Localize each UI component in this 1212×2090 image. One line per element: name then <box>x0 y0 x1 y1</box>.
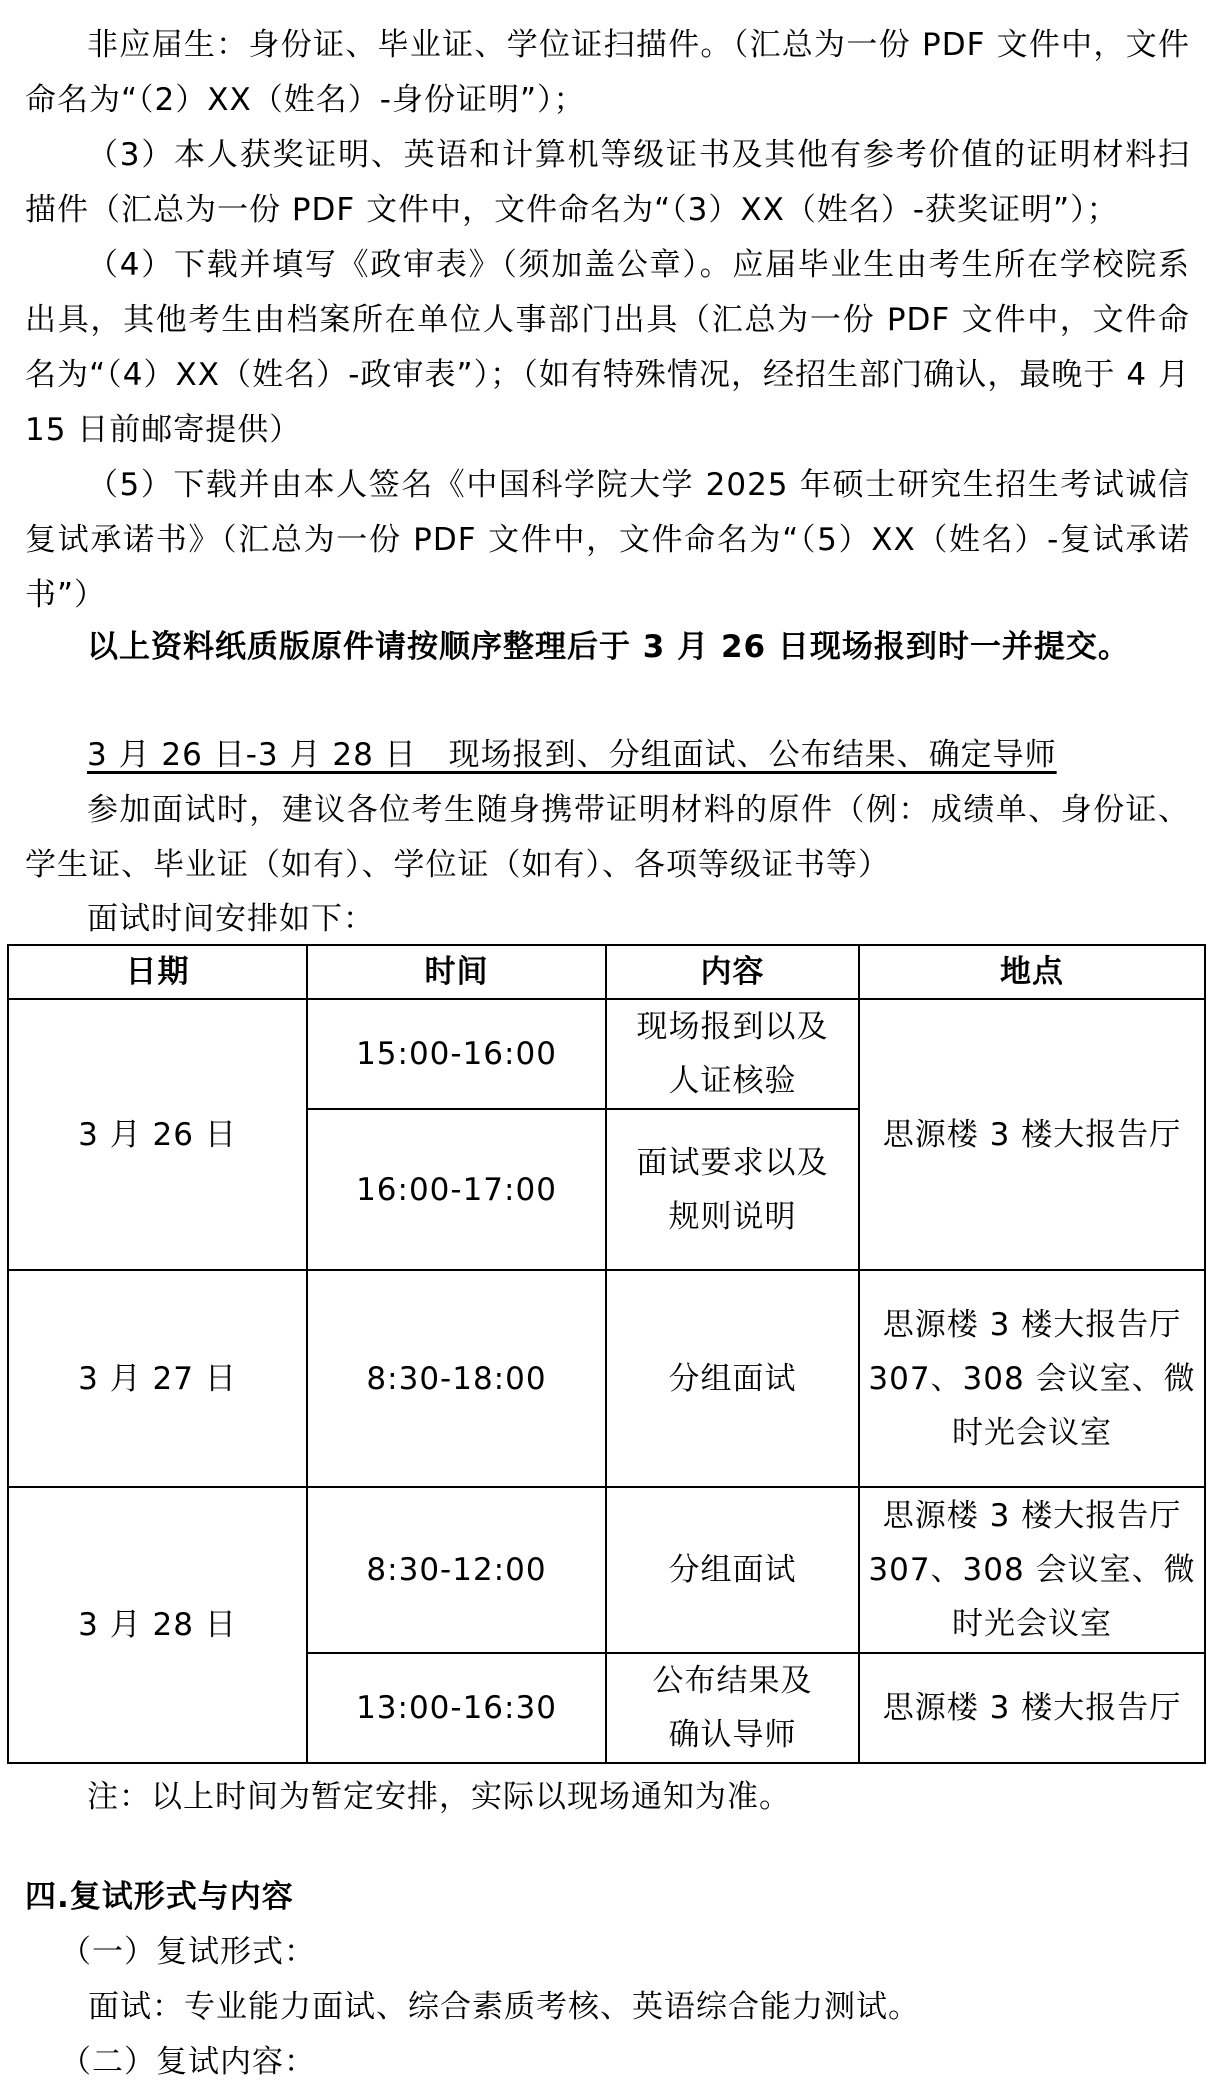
table-row <box>8 1487 1205 1653</box>
subsection-2-heading: （二）复试内容： <box>60 2044 316 2080</box>
cell-place: 思源楼 3 楼大报告厅 <box>859 1653 1205 1763</box>
cell-content <box>606 999 859 1109</box>
header-content: 内容 <box>606 945 859 999</box>
cell-place <box>859 1487 1205 1653</box>
subsection-1-body: 面试：专业能力面试、综合素质考核、英语综合能力测试。 <box>88 1989 920 2025</box>
paragraph-nonfresh-graduate: 非应届生：身份证、毕业证、学位证扫描件。（汇总为一份 PDF 文件中，文件命名为“（2）XX（姓名）-身份证明”）； <box>25 27 1190 118</box>
cell-place-line: 307、308 会议室、微 <box>868 1552 1196 1588</box>
cell-place-line: 时光会议室 <box>952 1606 1112 1642</box>
cell-content: 分组面试 <box>606 1487 859 1653</box>
cell-date: 3 月 26 日 <box>8 999 307 1270</box>
cell-place-line: 时光会议室 <box>952 1414 1112 1451</box>
cell-time: 13:00-16:30 <box>307 1653 606 1763</box>
header-time: 时间 <box>307 945 606 999</box>
paragraph-item-4: （4）下载并填写《政审表》（须加盖公章）。应届毕业生由考生所在学校院系出具，其他考生由档案所在单位人事部门出具（汇总为一份 PDF 文件中，文件命名为“（4）XX（姓名）-政审表”）；（如有特殊情况，经招生部门确认，最晚于 4 月 15 日前邮寄提供） <box>25 247 1190 448</box>
cell-place-line: 思源楼 3 楼大报告厅 <box>882 1306 1182 1343</box>
section-4-heading: 四.复试形式与内容 <box>25 1879 294 1915</box>
cell-place <box>859 1270 1205 1487</box>
table-row <box>8 999 1205 1109</box>
cell-content-line: 人证核验 <box>668 1063 797 1099</box>
cell-content-line: 确认导师 <box>668 1717 797 1753</box>
subsection-1-heading: （一）复试形式： <box>60 1934 316 1970</box>
cell-content <box>606 1653 859 1763</box>
cell-content-line: 公布结果及 <box>652 1663 813 1699</box>
paragraph-item-5: （5）下载并由本人签名《中国科学院大学 2025 年硕士研究生招生考试诚信复试承诺书》（汇总为一份 PDF 文件中，文件命名为“（5）XX（姓名）-复试承诺书”） <box>25 467 1190 613</box>
cell-place: 思源楼 3 楼大报告厅 <box>859 999 1205 1270</box>
paragraph-schedule-intro: 面试时间安排如下： <box>87 901 375 937</box>
cell-place-line: 思源楼 3 楼大报告厅 <box>882 1498 1182 1534</box>
cell-content-line: 面试要求以及 <box>636 1144 829 1181</box>
interview-schedule-table <box>7 944 1206 1764</box>
cell-date: 3 月 28 日 <box>8 1487 307 1763</box>
table-header-row <box>8 945 1205 999</box>
cell-content: 分组面试 <box>606 1270 859 1487</box>
header-place: 地点 <box>859 945 1205 999</box>
cell-time: 8:30-18:00 <box>307 1270 606 1487</box>
cell-content <box>606 1109 859 1270</box>
schedule-heading: 3 月 26 日-3 月 28 日 现场报到、分组面试、公布结果、确定导师 <box>87 737 1057 773</box>
cell-content-line: 现场报到以及 <box>636 1009 829 1045</box>
header-date: 日期 <box>8 945 307 999</box>
schedule-note: 注：以上时间为暂定安排，实际以现场通知为准。 <box>87 1779 791 1815</box>
cell-time: 8:30-12:00 <box>307 1487 606 1653</box>
cell-time: 15:00-16:00 <box>307 999 606 1109</box>
cell-content-line: 规则说明 <box>668 1198 797 1235</box>
paragraph-item-3: （3）本人获奖证明、英语和计算机等级证书及其他有参考价值的证明材料扫描件（汇总为一份 PDF 文件中，文件命名为“（3）XX（姓名）-获奖证明”）； <box>25 137 1190 228</box>
cell-place-line: 307、308 会议室、微 <box>868 1360 1196 1397</box>
cell-time: 16:00-17:00 <box>307 1109 606 1270</box>
cell-date: 3 月 27 日 <box>8 1270 307 1487</box>
paragraph-submit-note: 以上资料纸质版原件请按顺序整理后于 3 月 26 日现场报到时一并提交。 <box>87 629 1130 665</box>
table-row <box>8 1270 1205 1487</box>
paragraph-bring-originals: 参加面试时，建议各位考生随身携带证明材料的原件（例：成绩单、身份证、学生证、毕业证（如有）、学位证（如有）、各项等级证书等） <box>25 792 1190 883</box>
